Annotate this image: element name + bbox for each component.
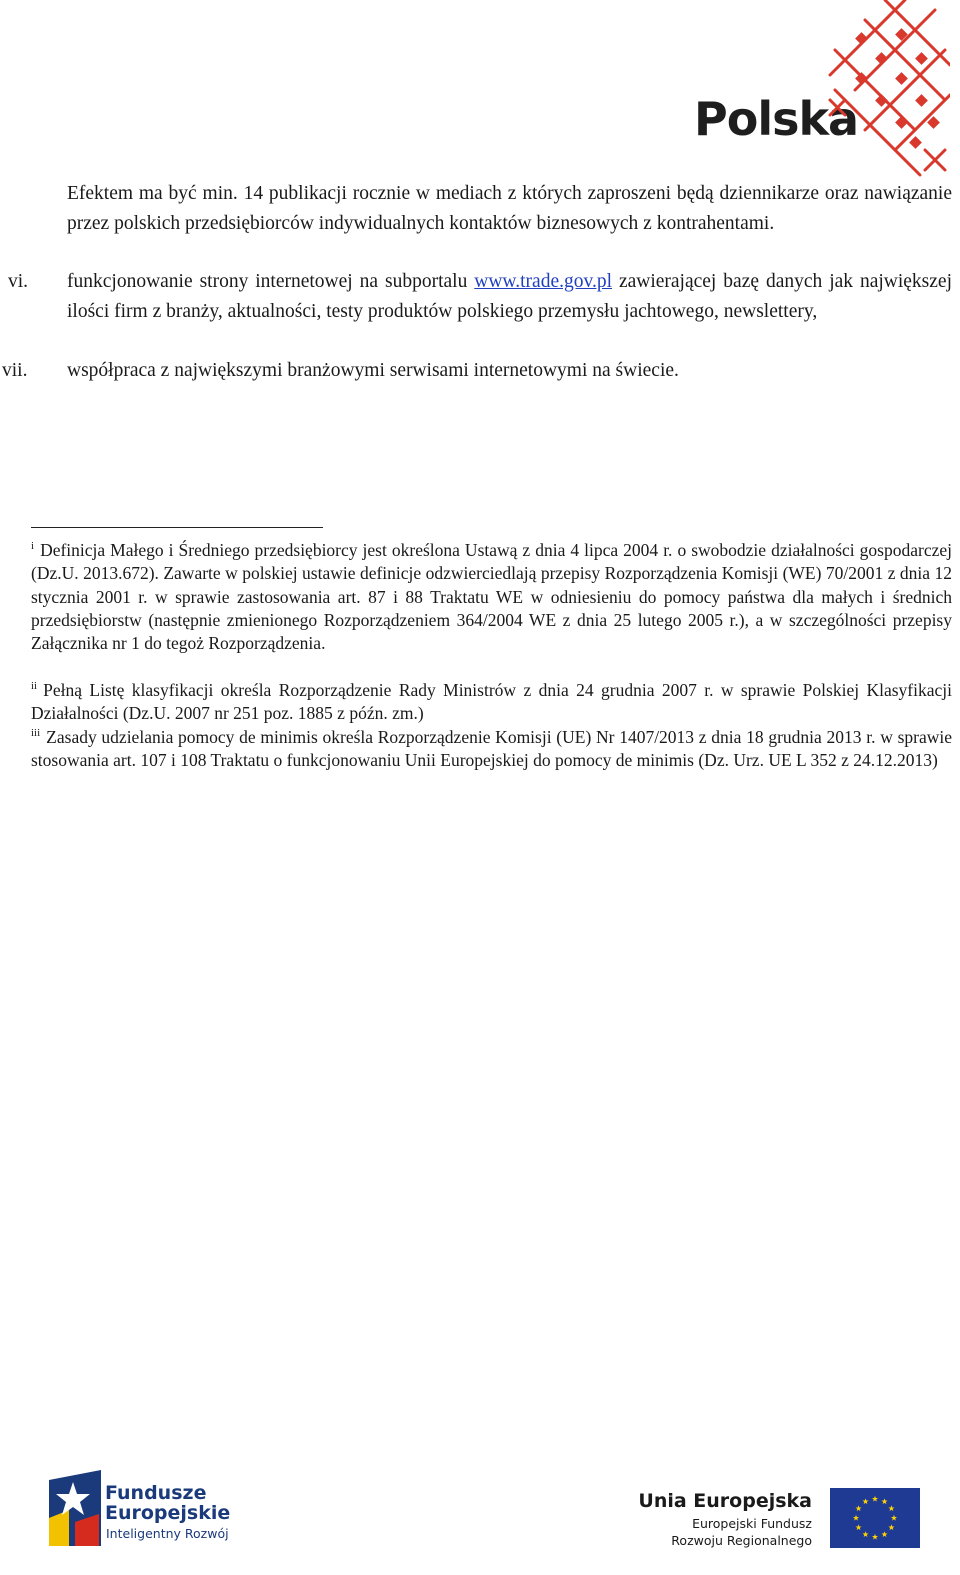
footnote-mark: ii xyxy=(31,680,38,692)
list-item-text: funkcjonowanie strony internetowej na subportalu xyxy=(67,271,475,292)
polska-logo-pattern-icon xyxy=(825,0,950,185)
continuation-paragraph: Efektem ma być min. 14 publikacji rocznie w mediach z których zaproszeni będą dziennikarze oraz nawiązanie przez polskich przedsiębiorców indywidualnych kontaktów biznesowych z kontrahentami. xyxy=(67,183,952,234)
eu-logo-line2: Europejski Fundusz xyxy=(692,1516,812,1531)
fundusze-europejskie-logo xyxy=(45,1468,245,1548)
list-numeral-vii: vii. xyxy=(2,360,28,381)
eu-flag-icon xyxy=(830,1488,920,1548)
eu-logo-line1: Unia Europejska xyxy=(638,1490,812,1512)
footnote-mark: iii xyxy=(31,727,41,739)
eu-logo-line3: Rozwoju Regionalnego xyxy=(671,1533,812,1548)
fe-logo-line3: Inteligentny Rozwój xyxy=(106,1526,229,1541)
footnote-iii xyxy=(31,726,952,773)
fe-star-emblem-icon xyxy=(47,1470,101,1546)
list-numeral-vi: vi. xyxy=(8,271,29,292)
trade-gov-link[interactable]: www.trade.gov.pl xyxy=(474,271,612,292)
footnote-text: Zasady udzielania pomocy de minimis określa Rozporządzenie Komisji (UE) Nr 1407/2013 z dnia 18 grudnia 2013 r. w sprawie stosowania art. 107 i 108 Traktatu o funkcjonowaniu Unii Europejskiej do pomocy de minimis (Dz. Urz. UE L 352 z 24.12.2013) xyxy=(31,727,952,771)
footnote-mark: i xyxy=(31,540,35,552)
unia-europejska-logo xyxy=(638,1486,920,1556)
footnote-i xyxy=(31,539,952,655)
list-item-vi xyxy=(67,267,952,326)
fe-logo-line1: Fundusze xyxy=(105,1482,207,1504)
footnote-text: Pełną Listę klasyfikacji określa Rozporządzenie Rady Ministrów z dnia 24 grudnia 2007 r. w sprawie Polskiej Klasyfikacji Działalności (Dz.U. 2007 nr 251 poz. 1885 z późn. zm.) xyxy=(31,680,952,724)
list-item-text: zawierającej bazę danych jak największej ilości firm z branży, aktualności, testy produktów polskiego przemysłu jachtowego, newslettery, xyxy=(67,271,952,322)
footnote-text: Definicja Małego i Średniego przedsiębiorcy jest określona Ustawą z dnia 4 lipca 2004 r. o swobodzie działalności gospodarczej (Dz.U. 2013.672). Zawarte w polskiej ustawie definicje odzwierciedlają przepisy Rozporządzenia Komisji (WE) 70/2001 z dnia 12 stycznia 2001 r. w sprawie zastosowania art. 87 i 88 Traktatu WE w odniesieniu do pomocy państwa dla małych i średnich przedsiębiorstw (następnie zmienionego Rozporządzeniem 364/2004 WE z dnia 25 lutego 2005 r.), a w szczególności przepisy Załącznika nr 1 do tegoż Rozporządzenia. xyxy=(31,540,952,654)
footnote-ii xyxy=(31,679,952,726)
polska-logo-word: Polska xyxy=(694,92,859,146)
footnote-separator xyxy=(31,527,323,528)
list-item-vii: współpraca z największymi branżowymi serwisami internetowymi na świecie. xyxy=(67,360,679,381)
fe-logo-line2: Europejskie xyxy=(105,1502,231,1524)
polska-logo xyxy=(690,0,960,185)
